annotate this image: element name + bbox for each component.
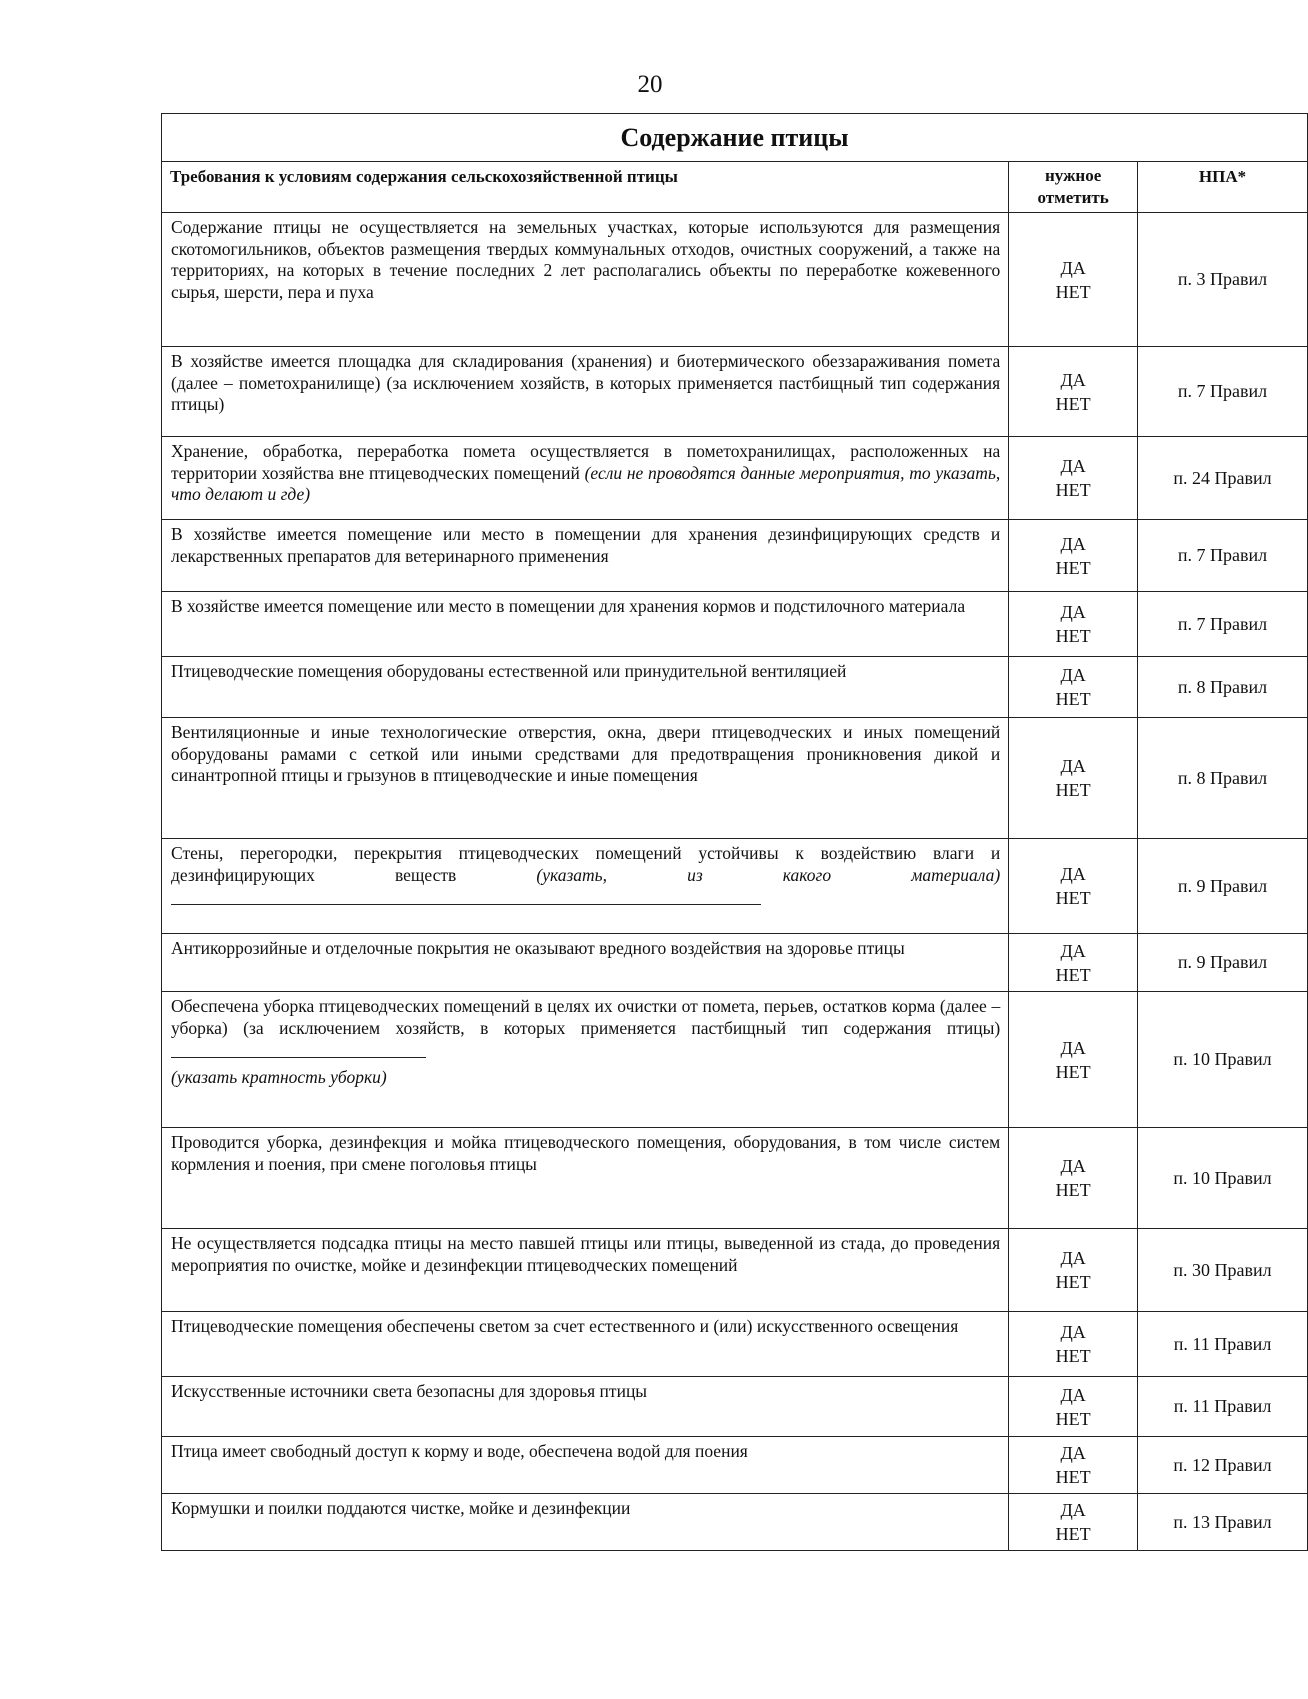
option-no[interactable]: НЕТ [1055, 1467, 1091, 1487]
requirement-main: Не осуществляется подсадка птицы на место павшей птицы или птицы, выведенной из стада, до проведения мероприятия по очистке, мойке и дезинфекции птицеводческих помещений [171, 1233, 1001, 1275]
requirement-text [162, 437, 1009, 520]
table-row [162, 213, 1308, 347]
mark-options[interactable] [1009, 1494, 1138, 1551]
mark-options[interactable] [1009, 657, 1138, 718]
table-row [162, 592, 1308, 657]
option-yes[interactable]: ДА [1060, 1384, 1086, 1405]
npa-reference: п. 10 Правил [1138, 1128, 1308, 1229]
mark-options[interactable] [1009, 213, 1138, 347]
requirement-main: Птицеводческие помещения оборудованы естественной или принудительной вентиляцией [171, 661, 847, 681]
option-no[interactable]: НЕТ [1055, 689, 1091, 709]
npa-reference: п. 7 Правил [1138, 592, 1308, 657]
requirement-text [162, 213, 1009, 347]
requirement-text [162, 592, 1009, 657]
requirement-main: Искусственные источники света безопасны для здоровья птицы [171, 1381, 648, 1401]
requirement-italic-note: (если не проводятся данные мероприятия, то указать, что делают и где) [171, 462, 1001, 504]
table-row [162, 437, 1308, 520]
requirement-text [162, 839, 1009, 934]
npa-reference: п. 13 Правил [1138, 1494, 1308, 1551]
option-yes[interactable]: ДА [1060, 1322, 1086, 1342]
option-no[interactable]: НЕТ [1055, 1180, 1091, 1200]
option-no[interactable]: НЕТ [1055, 626, 1091, 646]
requirement-text [162, 1312, 1009, 1377]
requirement-main: Содержание птицы не осуществляется на земельных участках, которые используются для размещения скотомогильников, объектов размещения твердых коммунальных отходов, очистных сооружений, а также на территориях, на которых в течение последних 2 лет располагались объекты по переработке кожевенного сырья, шерсти, пера и пуха [171, 217, 1001, 302]
requirement-text [162, 1437, 1009, 1494]
requirement-text [162, 934, 1009, 992]
mark-options[interactable] [1009, 437, 1138, 520]
table-row [162, 1437, 1308, 1494]
mark-options[interactable] [1009, 1437, 1138, 1494]
header-mark: нужное отметить [1009, 162, 1138, 213]
option-yes[interactable]: ДА [1060, 602, 1086, 622]
option-no[interactable]: НЕТ [1055, 1408, 1091, 1429]
mark-options[interactable] [1009, 347, 1138, 437]
requirement-hint: (указать кратность уборки) [171, 1067, 387, 1087]
requirement-main: В хозяйстве имеется площадка для складирования (хранения) и биотермического обеззараживания помета (далее – пометохранилище) (за исключением хозяйств, в которых применяется пастбищный тип содержания птицы) [171, 351, 1001, 414]
option-yes[interactable]: ДА [1060, 665, 1086, 685]
npa-reference: п. 3 Правил [1138, 213, 1308, 347]
table-row [162, 347, 1308, 437]
npa-reference: п. 24 Правил [1138, 437, 1308, 520]
option-no[interactable]: НЕТ [1055, 780, 1091, 800]
option-no[interactable]: НЕТ [1055, 888, 1091, 908]
option-yes[interactable]: ДА [1060, 456, 1086, 476]
npa-reference: п. 11 Правил [1138, 1312, 1308, 1377]
mark-options[interactable] [1009, 718, 1138, 839]
npa-reference: п. 8 Правил [1138, 718, 1308, 839]
npa-reference: п. 8 Правил [1138, 657, 1308, 718]
requirement-text [162, 1494, 1009, 1551]
table-row [162, 934, 1308, 992]
option-no[interactable]: НЕТ [1055, 964, 1091, 985]
npa-reference: п. 7 Правил [1138, 347, 1308, 437]
option-yes[interactable]: ДА [1060, 1443, 1086, 1463]
mark-options[interactable] [1009, 1128, 1138, 1229]
option-no[interactable]: НЕТ [1055, 1272, 1091, 1292]
mark-options[interactable] [1009, 839, 1138, 934]
requirement-text [162, 657, 1009, 718]
requirement-main: Стены, перегородки, перекрытия птицеводческих помещений устойчивы к воздействию влаги и дезинфицирующих веществ [171, 843, 1001, 885]
table-row [162, 1312, 1308, 1377]
mark-options[interactable] [1009, 592, 1138, 657]
npa-reference: п. 11 Правил [1138, 1377, 1308, 1437]
requirement-main: Хранение, обработка, переработка помета осуществляется в пометохранилищах, расположенных на территории хозяйства вне птицеводческих помещений [171, 441, 1001, 483]
option-no[interactable]: НЕТ [1055, 1061, 1091, 1082]
requirement-text [162, 1377, 1009, 1437]
requirement-main: В хозяйстве имеется помещение или место в помещении для хранения дезинфицирующих средств и лекарственных препаратов для ветеринарного применения [171, 524, 1001, 566]
npa-reference: п. 12 Правил [1138, 1437, 1308, 1494]
fill-in-line[interactable] [171, 1039, 426, 1058]
npa-reference: п. 9 Правил [1138, 934, 1308, 992]
requirement-text [162, 1128, 1009, 1229]
requirement-main: Проводится уборка, дезинфекция и мойка птицеводческого помещения, оборудования, в том числе систем кормления и поения, при смене поголовья птицы [171, 1132, 1001, 1174]
requirement-main: Обеспечена уборка птицеводческих помещений в целях их очистки от помета, перьев, остатков корма (далее – уборка) (за исключением хозяйств, в которых применяется пастбищный тип содержания птицы) [171, 996, 1001, 1038]
table-row [162, 1128, 1308, 1229]
requirement-text [162, 1229, 1009, 1312]
mark-options[interactable] [1009, 1312, 1138, 1377]
requirement-main: Кормушки и поилки поддаются чистке, мойке и дезинфекции [171, 1498, 631, 1518]
option-no[interactable]: НЕТ [1055, 1524, 1091, 1544]
table-row [162, 718, 1308, 839]
mark-options[interactable] [1009, 992, 1138, 1128]
option-no[interactable]: НЕТ [1055, 557, 1091, 578]
table-row [162, 520, 1308, 592]
option-no[interactable]: НЕТ [1055, 1346, 1091, 1366]
page-number: 20 [637, 71, 663, 98]
table-body [162, 213, 1308, 1551]
option-yes[interactable]: ДА [1060, 1037, 1086, 1058]
requirement-text [162, 347, 1009, 437]
requirement-main: Птицеводческие помещения обеспечены светом за счет естественного и (или) искусственного освещения [171, 1316, 959, 1336]
option-yes[interactable]: ДА [1060, 533, 1086, 554]
requirement-main: Антикоррозийные и отделочные покрытия не оказывают вредного воздействия на здоровье птицы [171, 938, 905, 958]
table-row [162, 1229, 1308, 1312]
option-yes[interactable]: ДА [1060, 1500, 1086, 1520]
mark-options[interactable] [1009, 934, 1138, 992]
requirement-italic-note: (указать, из какого материала) [536, 864, 1001, 885]
option-yes[interactable]: ДА [1060, 864, 1086, 884]
table-title: Содержание птицы [162, 114, 1308, 162]
requirement-main: Вентиляционные и иные технологические отверстия, окна, двери птицеводческих и иных помещений оборудованы рамами с сеткой или иными средствами для предотвращения проникновения дикой и синантропной птицы и грызунов в птицеводческие и иные помещения [171, 722, 1001, 785]
option-yes[interactable]: ДА [1060, 257, 1086, 278]
mark-options[interactable] [1009, 520, 1138, 592]
option-yes[interactable]: ДА [1060, 369, 1086, 390]
npa-reference: п. 7 Правил [1138, 520, 1308, 592]
option-yes[interactable]: ДА [1060, 1248, 1086, 1268]
table-row [162, 839, 1308, 934]
option-yes[interactable]: ДА [1060, 1156, 1086, 1176]
fill-in-line[interactable] [171, 886, 761, 905]
header-requirement: Требования к условиям содержания сельскохозяйственной птицы [162, 162, 1009, 213]
option-no[interactable]: НЕТ [1055, 480, 1091, 500]
poultry-requirements-table [161, 113, 1308, 1551]
requirement-text [162, 992, 1009, 1128]
npa-reference: п. 30 Правил [1138, 1229, 1308, 1312]
mark-options[interactable] [1009, 1377, 1138, 1437]
requirement-text [162, 520, 1009, 592]
table-row [162, 1494, 1308, 1551]
mark-options[interactable] [1009, 1229, 1138, 1312]
npa-reference: п. 9 Правил [1138, 839, 1308, 934]
option-yes[interactable]: ДА [1060, 756, 1086, 776]
requirement-main: Птица имеет свободный доступ к корму и воде, обеспечена водой для поения [171, 1441, 748, 1461]
requirement-main: В хозяйстве имеется помещение или место в помещении для хранения кормов и подстилочного материала [171, 596, 966, 616]
option-no[interactable]: НЕТ [1055, 393, 1091, 414]
option-no[interactable]: НЕТ [1055, 281, 1091, 302]
table-row [162, 1377, 1308, 1437]
requirement-text [162, 718, 1009, 839]
option-yes[interactable]: ДА [1060, 940, 1086, 961]
npa-reference: п. 10 Правил [1138, 992, 1308, 1128]
table-row [162, 992, 1308, 1128]
table-row [162, 657, 1308, 718]
header-npa: НПА* [1138, 162, 1308, 213]
